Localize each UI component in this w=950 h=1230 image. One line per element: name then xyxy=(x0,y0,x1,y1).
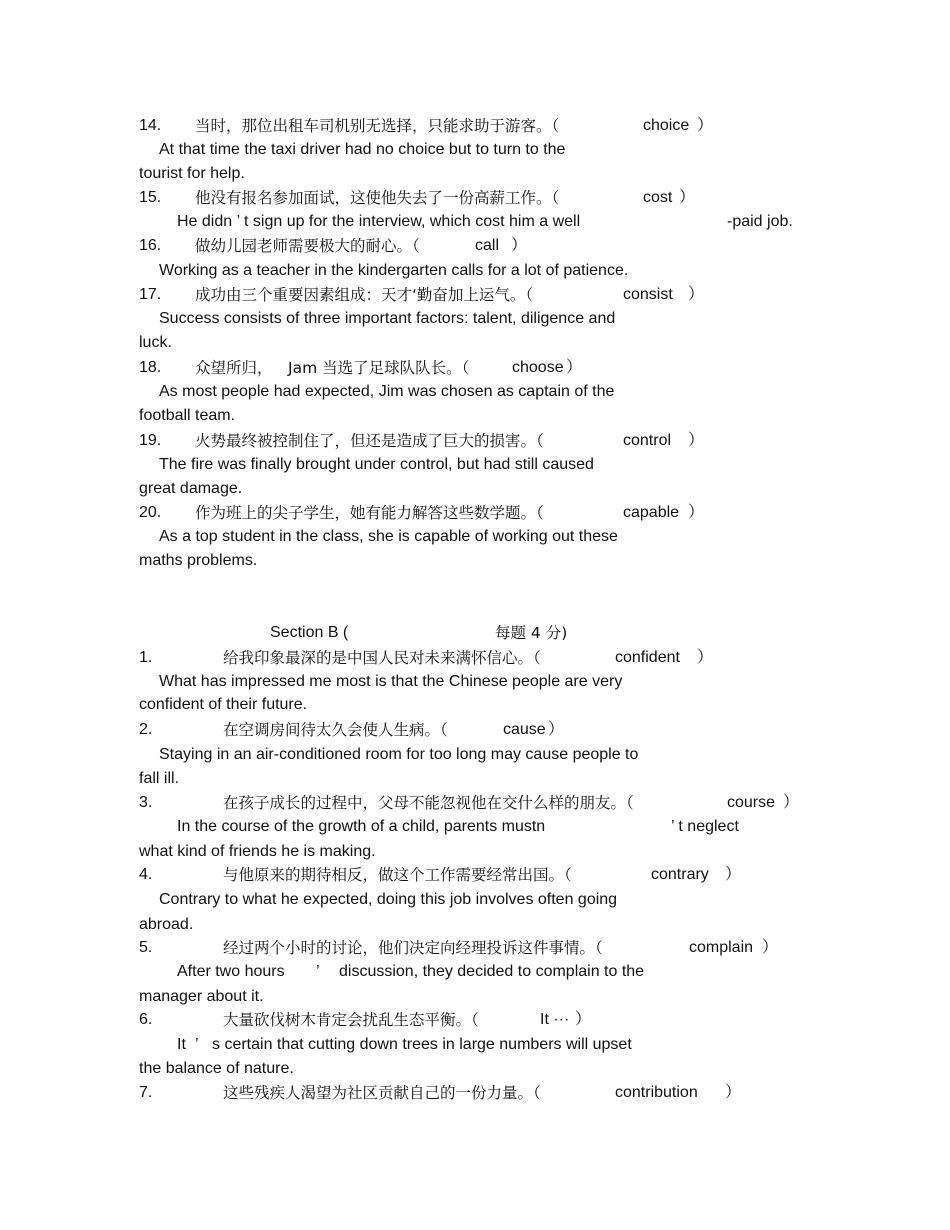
chinese-sentence: 在孩子成长的过程中，父母不能忽视他在交什么样的朋友。（ xyxy=(223,794,634,812)
paren-close: ） xyxy=(783,794,800,811)
section-b-points: 每题 4 分) xyxy=(495,624,568,642)
chinese-sentence: 经过两个小时的讨论，他们决定向经理投诉这件事情。（ xyxy=(223,939,603,957)
item-number: 20. xyxy=(139,504,162,521)
english-translation: It xyxy=(177,1036,186,1053)
paren-close: ） xyxy=(511,237,528,254)
english-translation: The fire was finally brought under control, but had still caused xyxy=(159,456,594,473)
keyword: consist xyxy=(623,286,673,303)
english-translation-cont: fall ill. xyxy=(139,770,180,787)
english-translation: Working as a teacher in the kindergarten calls for a lot of patience. xyxy=(159,262,629,279)
english-translation-cont: great damage. xyxy=(139,480,243,497)
item-number: 18. xyxy=(139,359,162,376)
chinese-sentence: 当时，那位出租车司机别无选择，只能求助于游客。（ xyxy=(195,117,560,135)
paren-close: ） xyxy=(688,286,705,303)
item-number: 15. xyxy=(139,189,162,206)
apostrophe: ’ xyxy=(195,1036,199,1053)
english-translation: At that time the taxi driver had no choice but to turn to the xyxy=(159,141,566,158)
chinese-sentence: 与他原来的期待相反，做这个工作需要经常出国。（ xyxy=(223,866,572,884)
english-translation: As a top student in the class, she is capable of working out these xyxy=(159,528,618,545)
section-b-heading: Section B ( xyxy=(270,624,349,641)
chinese-sentence: 这些残疾人渴望为社区贡献自己的一份力量。（ xyxy=(223,1084,541,1102)
keyword: choose xyxy=(512,359,564,376)
english-translation: In the course of the growth of a child, parents mustn xyxy=(177,818,546,835)
english-translation-mid: discussion, they decided to complain to the xyxy=(339,963,645,980)
chinese-sentence: 给我印象最深的是中国人民对未来满怀信心。（ xyxy=(223,649,541,667)
keyword: control xyxy=(623,432,672,449)
paren-close: ） xyxy=(725,1084,742,1101)
english-translation: He didn ’ t sign up for the interview, which cost him a well xyxy=(177,213,581,230)
paren-close: ） xyxy=(725,866,742,883)
paren-close: ） xyxy=(566,359,583,376)
item-number: 2. xyxy=(139,721,153,738)
chinese-sentence: 成功由三个重要因素组成：天才‘勤奋加上运气。（ xyxy=(195,286,534,304)
keyword: capable xyxy=(623,504,680,521)
item-number: 3. xyxy=(139,794,153,811)
english-translation: Staying in an air-conditioned room for too long may cause people to xyxy=(159,746,639,763)
english-translation-cont: the balance of nature. xyxy=(139,1060,294,1077)
chinese-sentence-cont: Jam 当选了足球队队长。（ xyxy=(288,359,470,377)
chinese-sentence: 火势最终被控制住了，但还是造成了巨大的损害。（ xyxy=(195,432,544,450)
chinese-sentence: 大量砍伐树木肯定会扰乱生态平衡。（ xyxy=(223,1011,479,1029)
keyword: It ··· xyxy=(540,1011,570,1028)
item-number: 1. xyxy=(139,649,153,666)
keyword: call xyxy=(475,237,500,254)
paren-close: ） xyxy=(679,189,696,206)
english-translation-mid: s certain that cutting down trees in large numbers will upset xyxy=(212,1036,632,1053)
english-translation: What has impressed me most is that the Chinese people are very xyxy=(159,673,623,690)
item-number: 5. xyxy=(139,939,153,956)
english-translation-cont: maths problems. xyxy=(139,552,258,569)
item-number: 7. xyxy=(139,1084,153,1101)
english-translation-cont: what kind of friends he is making. xyxy=(139,843,376,860)
english-translation-cont: luck. xyxy=(139,334,172,351)
paren-close: ） xyxy=(548,721,565,738)
english-translation: As most people had expected, Jim was chosen as captain of the xyxy=(159,383,615,400)
english-translation-cont: confident of their future. xyxy=(139,696,308,713)
keyword: contribution xyxy=(615,1084,698,1101)
paren-close: ） xyxy=(688,504,705,521)
keyword: complain xyxy=(689,939,754,956)
english-translation: Success consists of three important factors: talent, diligence and xyxy=(159,310,616,327)
chinese-sentence: 众望所归， xyxy=(195,359,273,377)
english-translation-cont: tourist for help. xyxy=(139,165,245,182)
english-translation: After two hours xyxy=(177,963,285,980)
english-translation: Contrary to what he expected, doing this job involves often going xyxy=(159,891,618,908)
item-number: 6. xyxy=(139,1011,153,1028)
english-translation-end: ’ t neglect xyxy=(671,818,739,835)
english-translation-end: -paid job. xyxy=(727,213,793,230)
keyword: contrary xyxy=(651,866,709,883)
chinese-sentence: 他没有报名参加面试，这使他失去了一份高薪工作。（ xyxy=(195,189,560,207)
paren-close: ） xyxy=(762,939,779,956)
paren-close: ） xyxy=(697,117,714,134)
keyword: course xyxy=(727,794,776,811)
paren-close: ） xyxy=(697,649,714,666)
english-translation-cont: abroad. xyxy=(139,916,194,933)
item-number: 19. xyxy=(139,432,162,449)
keyword: cost xyxy=(643,189,673,206)
keyword: cause xyxy=(503,721,546,738)
apostrophe: ’ xyxy=(316,963,320,980)
english-translation-cont: football team. xyxy=(139,407,236,424)
chinese-sentence: 做幼儿园老师需要极大的耐心。（ xyxy=(195,237,420,255)
item-number: 14. xyxy=(139,117,162,134)
paren-close: ） xyxy=(688,432,705,449)
chinese-sentence: 作为班上的尖子学生，她有能力解答这些数学题。（ xyxy=(195,504,544,522)
paren-close: ） xyxy=(575,1011,592,1028)
item-number: 17. xyxy=(139,286,162,303)
keyword: choice xyxy=(643,117,690,134)
item-number: 4. xyxy=(139,866,153,883)
keyword: confident xyxy=(615,649,680,666)
english-translation-cont: manager about it. xyxy=(139,988,264,1005)
item-number: 16. xyxy=(139,237,162,254)
chinese-sentence: 在空调房间待太久会使人生病。（ xyxy=(223,721,448,739)
